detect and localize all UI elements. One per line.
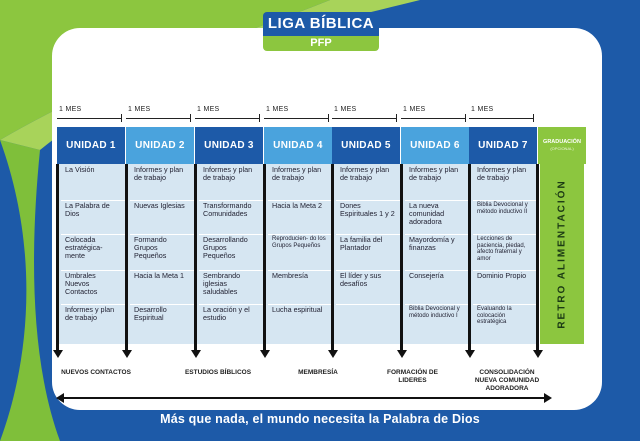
month-segment — [195, 118, 259, 119]
unit-header: UNIDAD 3 — [195, 127, 263, 164]
unit-topic: Biblia Devocional y método inductivo II — [477, 202, 528, 215]
unit-header: UNIDAD 7 — [469, 127, 537, 164]
unit-topic: Reproducien- do los Grupos Pequeños — [272, 236, 326, 249]
unit-topic: Dominio Propio — [477, 271, 527, 280]
month-tick — [259, 114, 260, 122]
unit-topic: Lecciones de paciencia, piedad, afecto fraternal y amor — [477, 236, 526, 262]
unit-topic: Informes y plan de trabajo — [340, 165, 390, 182]
graduation-sub: (OPCIONAL) — [550, 146, 574, 151]
progress-line — [263, 164, 266, 350]
month-segment — [332, 118, 396, 119]
arrow-down-icon — [122, 350, 132, 358]
unit-header: UNIDAD 5 — [332, 127, 400, 164]
arrow-down-icon — [191, 350, 201, 358]
unit-topic: Informes y plan de trabajo — [409, 165, 459, 182]
unit-topic: Mayordomía y finanzas — [409, 235, 455, 252]
month-tick — [328, 114, 329, 122]
unit-topic: Evaluando la colocación estratégica — [477, 306, 512, 326]
header-title: LIGA BÍBLICA — [263, 12, 379, 36]
stage-label: NUEVOS CONTACTOS — [61, 369, 131, 376]
unit-topic: Membresía — [272, 271, 308, 280]
unit-topic: Desarrollando Grupos Pequeños — [203, 235, 248, 260]
cell-divider — [405, 304, 469, 305]
month-tick — [533, 114, 534, 122]
unit-topic: La familia del Plantador — [340, 235, 383, 252]
arrow-down-icon — [53, 350, 63, 358]
month-tick — [396, 114, 397, 122]
progress-line — [331, 164, 334, 350]
progress-line — [125, 164, 128, 350]
stage-label: FORMACIÓN DE LIDERES — [387, 369, 438, 384]
unit-topic: Informes y plan de trabajo — [203, 165, 253, 182]
retro-label: RETRO ALIMENTACIÓN — [556, 179, 568, 329]
arrow-down-icon — [260, 350, 270, 358]
unit-topic: Biblia Devocional y método inductivo I — [409, 306, 460, 319]
cell-divider — [268, 234, 332, 235]
unit-topic: La Visión — [65, 165, 95, 174]
unit-topic: La nueva comunidad adoradora — [409, 201, 445, 226]
month-tick — [190, 114, 191, 122]
graduation-label: GRADUACIÓN — [543, 139, 581, 145]
unit-topic: Informes y plan de trabajo — [272, 165, 322, 182]
unit-header: UNIDAD 4 — [264, 127, 332, 164]
unit-topic: Informes y plan de trabajo — [134, 165, 184, 182]
progress-line — [536, 164, 539, 350]
unit-header: UNIDAD 2 — [126, 127, 194, 164]
unit-topic: Formando Grupos Pequeños — [134, 235, 167, 260]
unit-topic: Hacia la Meta 2 — [272, 201, 322, 210]
cell-divider — [473, 234, 537, 235]
arrow-down-icon — [465, 350, 475, 358]
arrow-down-icon — [533, 350, 543, 358]
month-tick — [121, 114, 122, 122]
month-label: 1 MES — [128, 106, 151, 113]
unit-topic: Colocada estratégica- mente — [65, 235, 103, 260]
unit-topic: Dones Espirituales 1 y 2 — [340, 201, 395, 218]
unit-topic: Nuevas Iglesias — [134, 201, 185, 210]
stage-label: CONSOLIDACIÓN NUEVA COMUNIDAD ADORADORA — [474, 369, 540, 392]
unit-topic: El líder y sus desafíos — [340, 271, 382, 288]
cell-divider — [473, 200, 537, 201]
month-label: 1 MES — [471, 106, 494, 113]
header-subtitle: PFP — [263, 36, 379, 51]
progress-line — [194, 164, 197, 350]
unit-topic: La Palabra de Dios — [65, 201, 110, 218]
month-label: 1 MES — [197, 106, 220, 113]
month-segment — [126, 118, 190, 119]
stage-label: MEMBRESÍA — [298, 369, 338, 376]
month-label: 1 MES — [59, 106, 82, 113]
arrow-down-icon — [397, 350, 407, 358]
unit-topic: Hacia la Meta 1 — [134, 271, 184, 280]
unit-topic: Consejería — [409, 271, 444, 280]
progress-line — [468, 164, 471, 350]
unit-topic: La oración y el estudio — [203, 305, 250, 322]
unit-topic: Informes y plan de trabajo — [477, 165, 527, 182]
month-segment — [401, 118, 465, 119]
arrow-right-icon — [544, 393, 552, 403]
unit-topic: Lucha espiritual — [272, 305, 323, 314]
unit-topic: Umbrales Nuevos Contactos — [65, 271, 98, 296]
stage-label: ESTUDIOS BÍBLICOS — [184, 369, 252, 376]
cell-divider — [336, 304, 400, 305]
month-label: 1 MES — [266, 106, 289, 113]
footer-slogan: Más que nada, el mundo necesita la Palabra de Dios — [160, 412, 480, 426]
month-segment — [57, 118, 121, 119]
cell-divider — [473, 304, 537, 305]
graduation-header — [538, 127, 586, 164]
month-tick — [465, 114, 466, 122]
unit-topic: Desarrollo Espiritual — [134, 305, 167, 322]
unit-topic: Informes y plan de trabajo — [65, 305, 115, 322]
unit-topic: Sembrando iglesias saludables — [203, 271, 241, 296]
progress-line — [400, 164, 403, 350]
unit-header: UNIDAD 1 — [57, 127, 125, 164]
unit-header: UNIDAD 6 — [401, 127, 469, 164]
arrow-down-icon — [328, 350, 338, 358]
duration-line — [62, 397, 544, 399]
unit-topic: Transformando Comunidades — [203, 201, 252, 218]
progress-line — [56, 164, 59, 350]
month-segment — [469, 118, 533, 119]
month-label: 1 MES — [334, 106, 357, 113]
month-segment — [264, 118, 328, 119]
month-label: 1 MES — [403, 106, 426, 113]
